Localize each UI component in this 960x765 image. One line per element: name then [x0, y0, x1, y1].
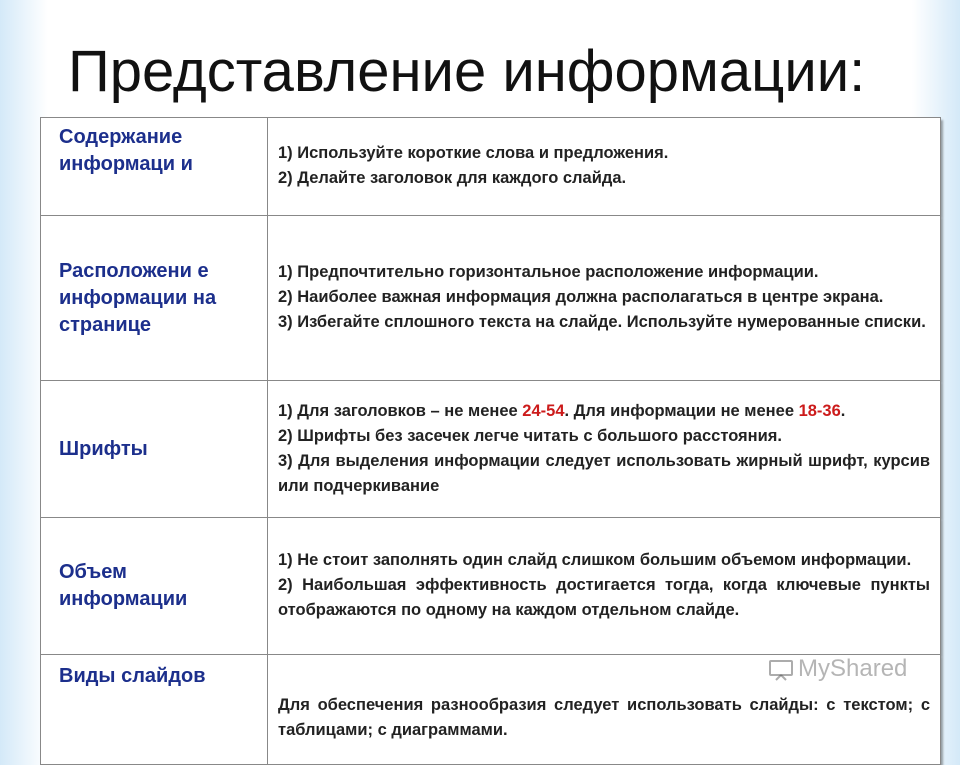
list-item-text: . Для информации не менее: [564, 401, 799, 420]
slide-title: Представление информации:: [68, 39, 866, 104]
watermark-text: MyShared: [798, 655, 908, 682]
presentation-board-icon: [768, 659, 794, 681]
list-item: Для обеспечения разнообразия следует использовать слайды: с текстом; с таблицами; с диаграммами.: [278, 696, 930, 739]
list-item: [278, 399, 930, 424]
table-row: [41, 216, 941, 381]
table-row: [41, 381, 941, 518]
table-row: [41, 518, 941, 655]
font-size-highlight: 18-36: [798, 401, 841, 420]
list-item-text: 1) Для заголовков – не менее: [278, 401, 523, 420]
list-item: 1) Предпочтительно горизонтальное расположение информации.: [278, 263, 819, 281]
list-item: 3) Для выделения информации следует использовать жирный шрифт, курсив или подчеркивание: [278, 451, 930, 495]
row-heading: Расположени е информации на странице: [41, 216, 268, 381]
list-item-text: .: [840, 401, 846, 420]
row-body: [268, 216, 941, 381]
list-item: 2) Наибольшая эффективность достигается тогда, когда ключевые пункты отображаются по одному на каждом отдельном слайде.: [278, 576, 930, 619]
row-heading: Виды слайдов: [41, 655, 268, 765]
table-row: [41, 118, 941, 216]
list-item: 2) Делайте заголовок для каждого слайда.: [278, 169, 627, 187]
watermark: [768, 655, 907, 683]
row-heading: Объем информации: [41, 518, 268, 655]
list-item: 2) Наиболее важная информация должна располагаться в центре экрана.: [278, 288, 884, 306]
font-size-highlight: 24-54: [522, 401, 565, 420]
row-body: [268, 118, 941, 216]
list-item: 2) Шрифты без засечек легче читать с большого расстояния.: [278, 426, 783, 445]
list-item: 1) Не стоит заполнять один слайд слишком большим объемом информации.: [278, 551, 912, 569]
row-heading: Шрифты: [41, 381, 268, 518]
list-item: 3) Избегайте сплошного текста на слайде. Используйте нумерованные списки.: [278, 313, 926, 331]
row-body: [268, 518, 941, 655]
row-heading: Содержание информаци и: [41, 118, 268, 216]
list-item: 1) Используйте короткие слова и предложения.: [278, 144, 669, 162]
row-body: [268, 381, 941, 518]
